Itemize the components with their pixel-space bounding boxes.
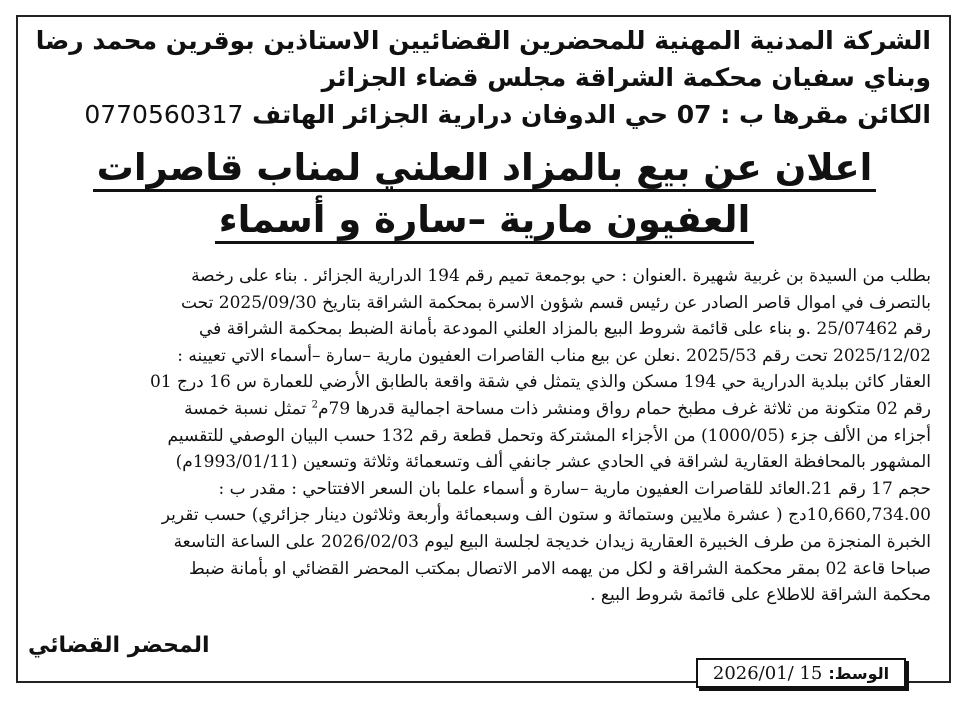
header-line-2: وبناي سفيان محكمة الشراقة مجلس قضاء الجزائر [321, 63, 931, 92]
notice-title-line-2: العفيون مارية –سارة و أسماء [0, 194, 969, 246]
stamp-date: 2026/01/ 15 [712, 662, 823, 684]
body-line: 2025/12/02 تحت رقم 2025/53 .نعلن عن بيع مناب القاصرات العفيون مارية –سارة –أسماء الاتي تعيينه : [177, 345, 931, 366]
notice-title-line-1: اعلان عن بيع بالمزاد العلني لمناب قاصرات [0, 142, 969, 194]
body-line: محكمة الشراقة للاطلاع على قائمة شروط البيع . [590, 585, 931, 606]
stamp-label: الوسط: [828, 663, 890, 683]
body-line: المشهور بالمحافظة العقارية لشراقة في الحادي عشر جانفي ألف وتسعمائة وثلاثة وتسعين (1993/01/11م) [175, 452, 931, 473]
bailiff-signature: المحضر القضائي [28, 633, 210, 658]
header-address: الكائن مقرها ب : 07 حي الدوفان دراري‍ة الجزائر الهاتف [252, 100, 931, 129]
notice-body [31, 263, 931, 609]
area-superscript: 2 [311, 399, 318, 411]
body-line: بطلب من السيدة بن غربية شهيرة .العنوان : حي بوجمعة تميم رقم 194 الدرارية الجزائر . بناء على رخصة [191, 266, 931, 286]
header-phone: 0770560317 [84, 100, 244, 129]
body-line: حجم 17 رقم 21.العائد للقاصرات العفيون مارية –سارة و أسماء علما بان السعر الافتتاحي : مقدر ب : [218, 478, 931, 499]
body-line: 10,660,734.00دج ( عشرة ملايين وستمائة و ستون الف وسبعمائة وأربعة وثلاثون دينار جزائري) حسب تقرير [161, 505, 931, 526]
body-line: رقم 25/07462 .و بناء على قائمة شروط البيع بالمزاد العلني المودعة بأمانة الضبط بمحكمة الشراقة في [199, 319, 931, 340]
body-line: رقم 02 متكونة من ثلاثة غرف مطبخ حمام رواق ومنشر ذات مساحة اجمالية قدرها 79م$^2$ تمثل نسبة خمسة [184, 398, 931, 419]
publication-stamp [696, 658, 906, 688]
body-line: العقار كائن ببلدية الدرارية حي 194 مسكن والذي يتمثل في شقة واقعة بالطابق الأرضي للعمارة س 16 درج 01 [149, 372, 931, 393]
notice-header [31, 22, 931, 133]
header-line-1: الشركة المدنية المهنية للمحضرين القضائيين الاستاذين بوقرين محمد رضا [35, 26, 931, 55]
body-line: أجزاء من الألف جزء (1000/05) من الأجزاء المشتركة وتحمل قطعة رقم 132 حسب البيان الوصفي للتقسيم [167, 425, 931, 446]
header-line-3 [31, 96, 931, 133]
body-line: صباحا قاعة 02 بمقر محكمة الشراقة و لكل من يهمه الامر الاتصال بمكتب المحضر القضائي او بأمانة ضبط [188, 558, 931, 579]
body-line: بالتصرف في اموال قاصر الصادر عن رئيس قسم شؤون الاسرة بمحكمة الشراقة بتاريخ 2025/09/30 تحت [180, 292, 931, 313]
body-line: الخبرة المنجزة من طرف الخبيرة العقارية زيدان خديجة لجلسة البيع ليوم 2026/02/03 على الساعة التاسعة [173, 531, 931, 552]
